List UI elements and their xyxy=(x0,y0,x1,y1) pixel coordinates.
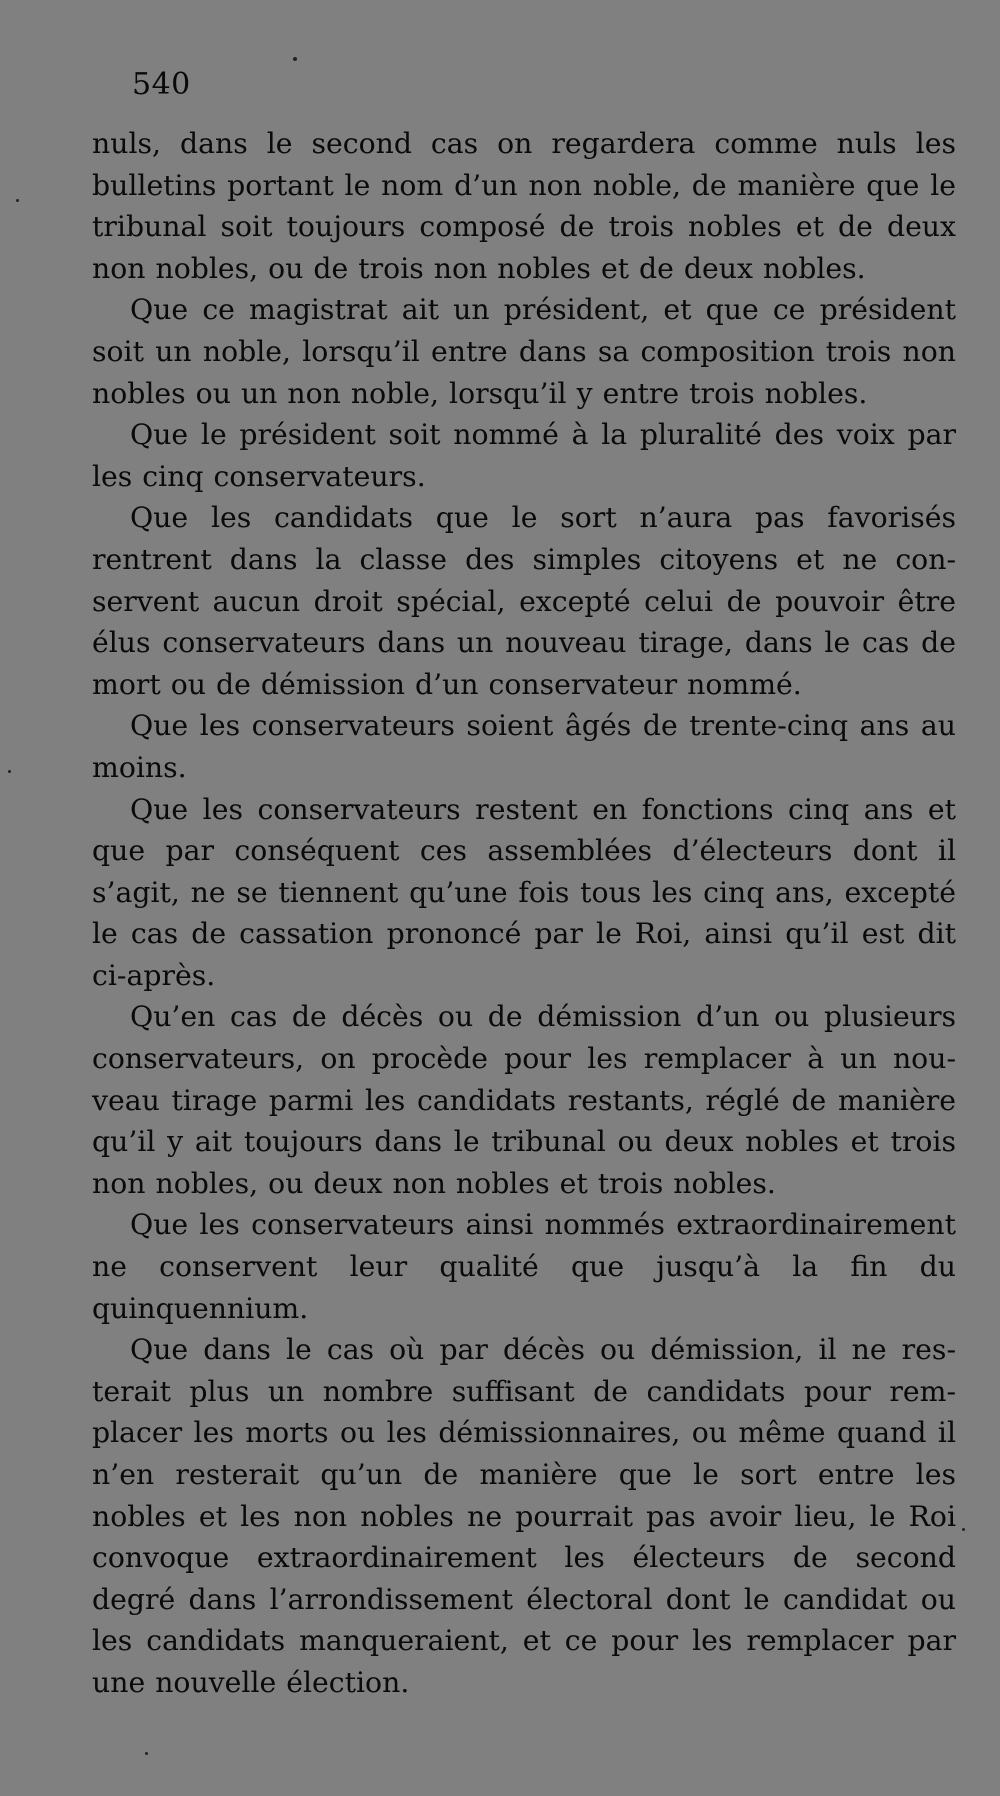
paragraph-extraordinary-members: Que les conservateurs ainsi nommés extraordinairement ne conservent leur qualité que jusqu’à la fin du quinquennium. xyxy=(92,1208,956,1325)
paragraph-term-length: Que les conservateurs restent en fonctions cinq ans et que par conséquent ces assemblées d’électeurs dont il s’agit, ne se tiennent qu’une fois tous les cinq ans, excepté le cas de cassation prononcé par le Roi, ainsi qu’il est dit ci-après. xyxy=(92,792,956,992)
paragraph-replacement-draw: Qu’en cas de décès ou de démission d’un ou plusieurs conservateurs, on procède pour les remplacer à un nouveau tirage parmi les candidats restants, réglé de manière qu’il y ait toujours dans le tribunal ou deux nobles et trois non nobles, ou deux non nobles et trois nobles. xyxy=(92,1000,956,1200)
paragraph-president-election: Que le président soit nommé à la pluralité des voix par les cinq conservateurs. xyxy=(92,418,956,493)
scan-speck xyxy=(293,57,297,61)
scan-speck xyxy=(8,770,11,773)
scan-speck xyxy=(16,199,19,202)
page-number: 540 xyxy=(132,67,191,102)
paragraph-continuation: nuls, dans le second cas on regardera comme nuls les bulletins portant le nom d’un non noble, de manière que le tribunal soit toujours composé de trois nobles et de deux non nobles, ou de trois non nobles et de deux nobles. xyxy=(92,127,956,285)
paragraph-unfavored-candidates: Que les candidats que le sort n’aura pas favorisés rentrent dans la classe des simples citoyens et ne conservent aucun droit spécial, excepté celui de pouvoir être élus conservateurs dans un nouveau tirage, dans le cas de mort ou de démission d’un conservateur nommé. xyxy=(92,501,956,701)
scan-speck xyxy=(962,1528,965,1531)
paragraph-president: Que ce magistrat ait un président, et que ce président soit un noble, lorsqu’il entre dans sa composition trois non nobles ou un non noble, lorsqu’il y entre trois nobles. xyxy=(92,293,956,410)
scan-speck xyxy=(145,1752,148,1755)
paragraph-new-election: Que dans le cas où par décès ou démission, il ne resterait plus un nombre suffisant de candidats pour remplacer les morts ou les démissionnaires, ou même quand il n’en resterait qu’un de manière que le sort entre les nobles et les non nobles ne pourrait pas avoir lieu, le Roi convoque extraordinairement les électeurs de second degré dans l’arrondissement électoral dont le candidat ou les candidats manqueraient, et ce pour les remplacer par une nouvelle élection. xyxy=(92,1333,956,1699)
paragraph-age-requirement: Que les conservateurs soient âgés de trente-cinq ans au moins. xyxy=(92,709,956,784)
body-text xyxy=(92,123,956,1704)
